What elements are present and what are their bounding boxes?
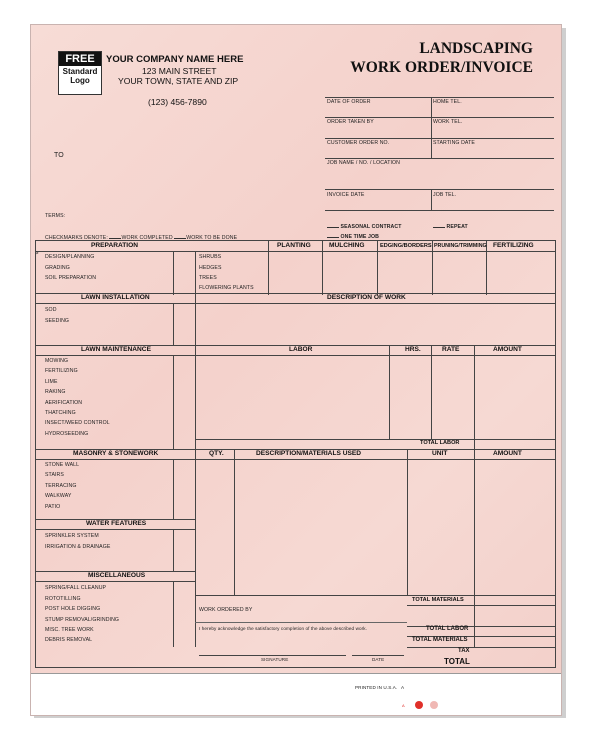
checkmarks-denote: CHECKMARKS DENOTE: WORK COMPLETED WORK TO BE DONE [45,235,238,241]
terms-label: TERMS: [45,213,66,219]
lawn-install-item: SOD [45,307,57,313]
misc-item: MISC. TREE WORK [45,627,94,633]
maintenance-item: AERIFICATION [45,400,83,406]
company-street: 123 MAIN STREET [142,66,217,76]
planting-item: TREES [199,275,217,281]
totals-total-materials: TOTAL MATERIALS [412,637,468,643]
one-time-job-option[interactable]: ONE TIME JOB [327,232,379,240]
totals-total: TOTAL [444,657,470,666]
company-city: YOUR TOWN, STATE AND ZIP [118,76,239,86]
work-order-form [30,24,562,716]
company-name: YOUR COMPANY NAME HERE [106,54,244,65]
maintenance-item: THATCHING [45,410,76,416]
planting-item: HEDGES [199,265,222,271]
job-name-label: JOB NAME / NO. / LOCATION [327,160,401,166]
form-title-line2: WORK ORDER/INVOICE [350,59,533,76]
red-dot-icon [415,701,423,709]
work-tel-label: WORK TEL. [433,119,463,125]
qty-header: QTY. [209,450,224,457]
order-taken-by-label: ORDER TAKEN BY [327,119,374,125]
totals-tax: TAX [458,648,470,654]
signature-line[interactable] [199,655,346,656]
masonry-item: TERRACING [45,483,77,489]
starting-date-label: STARTING DATE [433,140,475,146]
pink-dot-icon [430,701,438,709]
preparation-header: PREPARATION [91,242,139,249]
pruning-header: PRUNING/TRIMMING [434,243,487,249]
planting-header: PLANTING [277,242,311,249]
materials-amount-header: AMOUNT [493,450,522,457]
total-materials-label: TOTAL MATERIALS [412,597,464,603]
lawn-maintenance-header: LAWN MAINTENANCE [81,346,151,353]
amount-header: AMOUNT [493,346,522,353]
customer-order-no-label: CUSTOMER ORDER NO. [327,140,390,146]
invoice-date-label: INVOICE DATE [327,192,365,198]
lawn-installation-header: LAWN INSTALLATION [81,294,150,301]
masonry-item: WALKWAY [45,493,72,499]
fertilizing-header: FERTILIZING [493,242,534,249]
seasonal-contract-option[interactable]: SEASONAL CONTRACT [327,222,402,230]
prep-item: DESIGN/PLANNING [45,254,95,260]
masonry-header: MASONRY & STONEWORK [73,450,159,457]
mulching-header: MULCHING [329,242,365,249]
maintenance-item: MOWING [45,358,69,364]
arrow-mark: > [35,251,39,257]
standard-logo [58,51,102,95]
water-features-header: WATER FEATURES [86,520,147,527]
water-item: SPRINKLER SYSTEM [45,533,99,539]
job-tel-label: JOB TEL. [433,192,457,198]
maintenance-item: INSECT/WEED CONTROL [45,420,110,426]
misc-item: STUMP REMOVAL/GRINDING [45,617,120,623]
company-phone: (123) 456-7890 [148,97,207,107]
prep-item: GRADING [45,265,70,271]
prep-item: SOIL PREPARATION [45,275,97,281]
planting-item: SHRUBS [199,254,222,260]
date-label: DATE [372,657,385,662]
rate-header: RATE [442,346,460,353]
unit-header: UNIT [432,450,448,457]
misc-item: POST HOLE DIGGING [45,606,101,612]
masonry-item: STONE WALL [45,462,80,468]
miscellaneous-header: MISCELLANEOUS [88,572,146,579]
date-line[interactable] [352,655,404,656]
edging-header: EDGING/BORDERS [380,243,432,249]
misc-item: SPRING/FALL CLEANUP [45,585,107,591]
materials-description-header: DESCRIPTION/MATERIALS USED [256,450,362,457]
maintenance-item: HYDROSEEDING [45,431,89,437]
maintenance-item: LIME [45,379,58,385]
planting-item: FLOWERING PLANTS [199,285,254,291]
repeat-option[interactable]: REPEAT [433,222,468,230]
total-labor-label: TOTAL LABOR [420,440,460,446]
footer-a: A [401,685,405,690]
hrs-header: HRS. [405,346,421,353]
form-title-line1: LANDSCAPING [419,40,533,57]
totals-total-labor: TOTAL LABOR [426,626,469,632]
signature-label: SIGNATURE [261,657,289,662]
date-of-order-label: DATE OF ORDER [327,99,371,105]
water-item: IRRIGATION & DRAINAGE [45,544,111,550]
logo-standard: Standard Logo [62,67,98,85]
to-label: TO [54,152,64,159]
printed-in-usa: PRINTED IN U.S.A. [355,685,398,690]
home-tel-label: HOME TEL. [433,99,462,105]
masonry-item: PATIO [45,504,61,510]
form-footer-strip [31,673,561,716]
description-of-work-header: DESCRIPTION OF WORK [327,294,406,301]
lawn-install-item: SEEDING [45,318,70,324]
misc-item: ROTOTILLING [45,596,81,602]
acknowledge-text: I hereby acknowledge the satisfactory completion of the above described work. [199,626,368,631]
work-ordered-by-label: WORK ORDERED BY [199,607,253,613]
logo-free: FREE [59,52,101,66]
maintenance-item: FERTILIZING [45,368,78,374]
labor-header: LABOR [289,346,313,353]
masonry-item: STAIRS [45,472,64,478]
footer-marker: A [402,703,405,708]
misc-item: DEBRIS REMOVAL [45,637,93,643]
maintenance-item: RAKING [45,389,66,395]
